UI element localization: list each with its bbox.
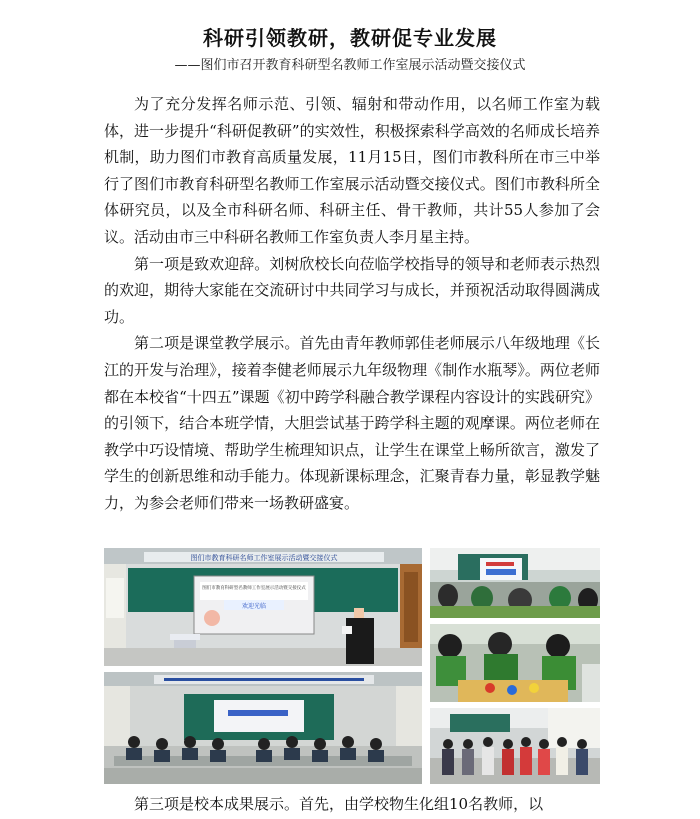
- paragraph-intro: 为了充分发挥名师示范、引领、辐射和带动作用，以名师工作室为载体，进一步提升“科研促教研”的实效性，积极探索科学高效的名师成长培养机制，助力图们市教育高质量发展，11月15日，图们市教科所在市三中举行了图们市教育科研型名教师工作室展示活动暨交接仪式。图们市教科所全体研究员，以及全市科研名师、科研主任、骨干教师，共计55人参加了会议。活动由市三中科研名教师工作室负责人李月星主持。: [104, 95, 600, 246]
- screen-title-text: 图们市教育科研型名教师工作室展示活动暨交接仪式: [202, 586, 306, 591]
- banner-text: 图们市教育科研名师工作室展示活动暨交接仪式: [190, 554, 338, 562]
- photo-host-at-podium: [104, 548, 422, 666]
- photo-classroom-lesson: [430, 548, 600, 618]
- paragraph-achievements: 第三项是校本成果展示。首先，由学校物生化组10名教师，以: [134, 795, 544, 813]
- article-subtitle: ——图们市召开教育科研型名教师工作室展示活动暨交接仪式: [174, 58, 526, 73]
- photo-students-activity: [430, 624, 600, 702]
- article-body: [104, 91, 600, 517]
- photo-group-performance: [430, 708, 600, 784]
- paragraph-teaching: 第二项是课堂教学展示。首先由青年教师郭佳老师展示八年级地理《长江的开发与治理》，接着李健老师展示九年级物理《制作水瓶琴》。两位老师都在本校省“十四五”课题《初中跨学科融合教学课程内容设计的实践研究》的引领下，结合本班学情，大胆尝试基于跨学科主题的观摩课。两位老师在教学中巧设情境、帮助学生梳理知识点，让学生在课堂上畅所欲言，激发了学生的创新思维和动手能力。体现新课标理念，汇聚青春力量，彰显教学魅力，为参会老师们带来一场教研盛宴。: [104, 334, 600, 512]
- photo-meeting-attendees: [104, 672, 422, 784]
- paragraph-welcome: 第一项是致欢迎辞。刘树欣校长向莅临学校指导的领导和老师表示热烈的欢迎，期待大家能在交流研讨中共同学习与成长，并预祝活动取得圆满成功。: [104, 254, 600, 326]
- article-title: 科研引领教研，教研促专业发展: [203, 26, 497, 50]
- photo-collage: [104, 548, 600, 784]
- screen-button-text: 欢迎光临: [241, 603, 267, 610]
